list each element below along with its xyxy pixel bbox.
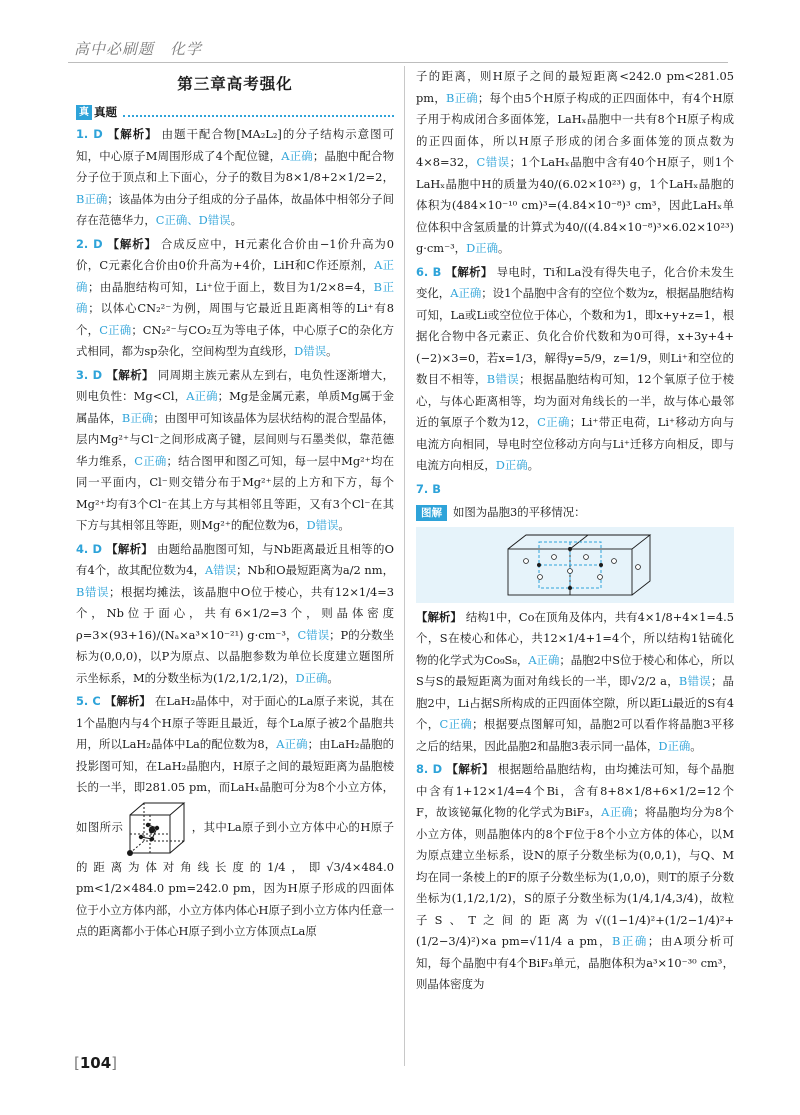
answer-text: 。 — [690, 738, 702, 753]
right-column — [416, 66, 734, 998]
atom — [524, 558, 529, 563]
page-number: [104] — [74, 1054, 118, 1072]
verdict: B正确 — [76, 191, 108, 206]
analysis-tag: 【解析】 — [105, 541, 153, 556]
verdict: D错误 — [294, 344, 327, 358]
answer-text: ；由A项分析可知，每个晶胞中有4个BiF₃单元，晶胞体积为a³×10⁻³⁰ cm³，则晶体密度为 — [416, 934, 734, 991]
verdict: C正确 — [537, 415, 570, 429]
answer-text: 导电时，Ti和La没有得失电子，化合价未发生变化， — [416, 264, 734, 300]
atom — [584, 554, 589, 559]
verdict: D正确 — [295, 670, 328, 685]
atom — [552, 554, 557, 559]
answer-item-5-continued — [416, 66, 734, 260]
verdict: A正确 — [450, 286, 482, 300]
verdict: B错误 — [76, 584, 109, 599]
answer-text: 结构1中，Co在顶角及体内，共有4×1/8+4×1=4.5个，S在棱心和体心，共12×1/4+1=4个，所以结构1钴硫化物的化学式为Co₉S₈， — [416, 609, 734, 667]
answer-text: 由题干配合物[MA₂L₂]的分子结构示意图可知，中心原子M周围形成了4个配位键， — [76, 127, 394, 163]
atom — [568, 568, 573, 573]
answer-text: ；Mg是金属元素，单质Mg属于金属晶体， — [76, 389, 394, 425]
translation-diagram — [416, 527, 734, 603]
cube-subdivision-figure — [126, 799, 188, 857]
column-divider — [404, 66, 405, 1066]
answer-text: ；1个LaHₓ晶胞中含有40个H原子，则1个LaHₓ晶胞中H的质量为40/(6.02×10²³) g，1个LaHₓ晶胞的体积为(484×10⁻¹⁰ cm)³=(4.84×10⁻⁸)³ cm³，因此LaHₓ单位体积中含氢质量的计算式为40/((4.84×10⁻⁸)³×6.02×10²³) g·cm⁻³， — [416, 155, 735, 255]
section-dots — [123, 107, 394, 117]
answer-item-8 — [416, 759, 734, 996]
verdict: A正确 — [601, 805, 634, 819]
answer-text: 。 — [327, 670, 339, 685]
verdict: C正确 — [99, 322, 132, 337]
atom — [599, 563, 603, 567]
answer-text: 根据题给晶胞结构，由均摊法可知，每个晶胞中含有1+12×1/4=4个Bi，含有8+8×1/8+6×1/2=12个F，故该铋氟化物的化学式为BiF₃， — [416, 762, 734, 819]
answer-item-4 — [76, 539, 394, 690]
verdict: D正确 — [466, 241, 498, 255]
answer-text: 同周期主族元素从左到右，电负性逐渐增大，则电负性：Mg<Cl， — [76, 367, 394, 403]
answer-text: 。 — [497, 241, 510, 255]
answer-text: ；结合图甲和图乙可知，每一层中Mg²⁺均在同一平面内，Cl⁻则交错分布于Mg²⁺层的上方和下方，每个Mg²⁺均有3个Cl⁻在其上方与其相邻且等距，又有3个Cl⁻在其下方与其相邻且等距，则Mg²⁺的配位数为6， — [76, 453, 394, 532]
section-badge: 真 — [76, 105, 92, 120]
answer-text: 合成反应中，H元素化合价由−1价升高为0价，C元素化合价由0价升高为+4价，LiH和C作还原剂， — [76, 236, 394, 272]
answer-text: ；Li⁺带正电荷，Li⁺移动方向与电流方向相同，导电时空位移动方向与Li⁺迁移方向相反，即与电流方向相反， — [416, 415, 734, 472]
side-edges — [632, 535, 650, 595]
atom — [598, 574, 603, 579]
answer-text: ；每个由5个H原子构成的正四面体中，有4个H原子用于构成闭合多面体笼，LaHₓ晶胞中一共有8个H原子构成的正四面体，所以H原子形成的闭合多面体笼的顶点数为4×8=32， — [416, 90, 735, 169]
answer-item-2 — [76, 234, 394, 363]
h-atom — [146, 822, 150, 826]
verdict: A正确 — [76, 258, 394, 294]
analysis-tag: 【解析】 — [416, 609, 462, 624]
atom — [568, 547, 572, 551]
question-number: 1. D — [76, 127, 103, 141]
atom — [537, 563, 541, 567]
section-label: 真题 — [94, 104, 117, 119]
analysis-tag: 【解析】 — [446, 762, 494, 776]
tujie-text: 如图为晶胞3的平移情况： — [453, 505, 586, 519]
analysis-tag: 【解析】 — [106, 127, 158, 141]
tujie-row — [416, 502, 734, 524]
answer-text: ；该晶体为由分子组成的分子晶体，故晶体中相邻分子间存在范德华力， — [76, 191, 394, 227]
answer-text: 。 — [326, 344, 338, 358]
h-atom — [139, 834, 143, 838]
la-atom — [127, 850, 133, 856]
answer-text: ；晶胞2中，Li占据S所构成的正四面体空隙，所以距Li最近的S有4个， — [416, 674, 735, 731]
verdict: C错误 — [476, 155, 510, 169]
h-atom — [150, 836, 154, 840]
answer-text: ；由图甲可知该晶体为层状结构的混合型晶体，层内Mg²⁺与Cl⁻之间形成离子键，层间则与石墨类似，靠范德华力维系， — [76, 410, 394, 468]
running-header: 高中必刷题 化学 — [74, 40, 203, 58]
answer-text: 由题给晶胞图可知，与Nb距离最近且相等的O有4个，故其配位数为4， — [76, 541, 394, 577]
answer-text: ；以体心CN₂²⁻为例，周围与它最近且距离相等的Li⁺有8个， — [76, 301, 394, 337]
verdict: A错误 — [205, 563, 237, 577]
answer-text: ；将晶胞均分为8个小立方体，则晶胞体内的8个F位于8个小立方体的体心，以M为原点建立坐标系，设N的原子分数坐标为(0,0,1)，与Q、M均在同一条棱上的F的原子分数坐标为(1,0,0)，则T的原子分数坐标为(1,1/2,1/2)，S的原子分数坐标为(1/4,1/4,3/4)，故粒子S、T之间的距离为√((1−1/4)²+(1/2−1/4)²+(1/2−3/4)²)×a pm=√11/4 a pm， — [416, 805, 735, 948]
answer-item-7 — [416, 479, 734, 758]
answer-text: ；设1个晶胞中含有的空位个数为z，根据晶胞结构可知，La或Li或空位位于体心，个数和为1，即x+y+z=1，根据化合物中各元素正、负化合价代数和为0可得，x+3y+4+(−2)×3=0，若x=1/3，解得y=5/9，z=1/9，则Li⁺和空位的数目不相等， — [416, 286, 734, 386]
answer-item-1 — [76, 124, 394, 232]
analysis-tag: 【解析】 — [445, 264, 493, 279]
verdict: C正确 — [134, 453, 167, 468]
question-number: 2. D — [76, 236, 103, 251]
verdict: B错误 — [486, 372, 520, 386]
question-number: 3. D — [76, 367, 103, 382]
answer-text: 。 — [527, 458, 540, 472]
answer-text: ；晶胞中配合物分子位于顶点和上下面心，分子的数目为8×1/8+2×1/2=2， — [76, 148, 394, 184]
answer-text: ，其中La原子到小立方体中心的H原子的距离为体对角线长度的1/4，即√3/4×484.0 pm<1/2×484.0 pm=242.0 pm，因为H原子形成的四面体位于小立方体内部，小立方体内体心H原子到小立方体内任意一点的距离都小于体心H原子到小立方体顶点La原 — [76, 819, 394, 938]
answer-text: ；由LaH₂晶胞的投影图可知，在LaH₂晶胞内，H原子之间的最短距离为晶胞棱长的一半，即281.05 pm，而LaHₓ晶胞可分为8个小立方体，如图所示 — [76, 737, 394, 834]
h-atom — [155, 825, 159, 829]
tujie-badge: 图解 — [416, 505, 447, 521]
verdict: D正确 — [495, 458, 528, 472]
analysis-tag: 【解析】 — [106, 236, 157, 251]
answer-text: ；CN₂²⁻与CO₂互为等电子体，中心原子C的杂化方式相同，都为sp杂化，空间构型为直线形， — [76, 322, 394, 358]
answer-text: ；P的分数坐标为(0,0,0)，以P为原点、以晶胞参数为单位长度建立题图所示坐标系，M的分数坐标为(1/2,1/2,1/2)， — [76, 627, 394, 685]
answer-text: 在LaH₂晶体中，对于面心的La原子来说，其在1个晶胞内与4个H原子等距且最近，每个La原子被2个晶胞共用，所以LaH₂晶体中La的配位数为8， — [76, 694, 394, 751]
analysis-tag: 【解析】 — [106, 367, 154, 382]
header-rule — [68, 62, 728, 63]
question-number: 6. B — [416, 264, 442, 279]
answer-text: ；Nb和O最短距离为a/2 nm， — [236, 563, 394, 577]
verdict: A正确 — [276, 737, 308, 751]
verdict: C错误 — [297, 627, 330, 642]
verdict: A正确 — [528, 652, 560, 667]
cube-side-edges — [170, 803, 184, 853]
verdict: B正确 — [121, 410, 154, 425]
answer-text: ；由晶胞结构可知，Li⁺位于面上，数目为1/2×8=4， — [87, 279, 374, 294]
question-number: 4. D — [76, 541, 102, 556]
answer-text: 。 — [338, 518, 350, 532]
answer-text: 。 — [230, 213, 242, 227]
answer-item-3 — [76, 365, 394, 537]
answer-item-5 — [76, 691, 394, 943]
question-number: 7. B — [416, 481, 441, 496]
verdict: B错误 — [678, 674, 711, 688]
cell-translation-figure — [416, 527, 734, 603]
question-number: 5. C — [76, 694, 101, 708]
answer-text: ；根据均摊法，该晶胞中O位于棱心，共有12×1/4=3个，Nb位于面心，共有6×1/2=3个，则晶体密度ρ=3×(93+16)/(Nₐ×a³×10⁻²¹) g·cm⁻³， — [76, 584, 394, 642]
h-atom — [149, 826, 155, 832]
verdict: C正确 — [439, 717, 473, 731]
verdict: C正确、D错误 — [155, 213, 231, 227]
atom — [538, 574, 543, 579]
verdict: B正确 — [611, 934, 648, 948]
question-number: 8. D — [416, 762, 443, 776]
verdict: B正确 — [445, 90, 478, 105]
analysis-tag: 【解析】 — [104, 694, 151, 708]
left-column — [76, 66, 394, 945]
answer-item-6 — [416, 262, 734, 477]
page-number-value: 104 — [79, 1054, 112, 1072]
atom — [612, 558, 617, 563]
verdict: D正确 — [658, 738, 691, 753]
verdict: A正确 — [186, 389, 218, 403]
section-header — [76, 102, 394, 124]
answer-text: ；晶胞2中S位于棱心和体心，所以S与S的最短距离为面对角线长的一半，即√2/2 a， — [416, 652, 734, 688]
atom — [568, 586, 572, 590]
verdict: D错误 — [306, 518, 339, 532]
answer-text: ；根据要点图解可知，晶胞2可以看作将晶胞3平移之后的结果，因此晶胞2和晶胞3表示同一晶体， — [416, 717, 734, 753]
answer-text: ；根据晶胞结构可知，12个氧原子位于棱心，与体心距离相等，均为面对角线长的一半，故与体心最邻近的氧原子个数为12， — [416, 372, 734, 429]
cube-top-edges — [130, 803, 184, 815]
answer-text: 子的距离，则H原子之间的最短距离<242.0 pm<281.05 pm， — [416, 69, 734, 105]
verdict: A正确 — [281, 148, 313, 163]
verdict: B正确 — [76, 279, 394, 315]
atom — [636, 564, 641, 569]
chapter-title: 第三章高考强化 — [177, 75, 293, 93]
